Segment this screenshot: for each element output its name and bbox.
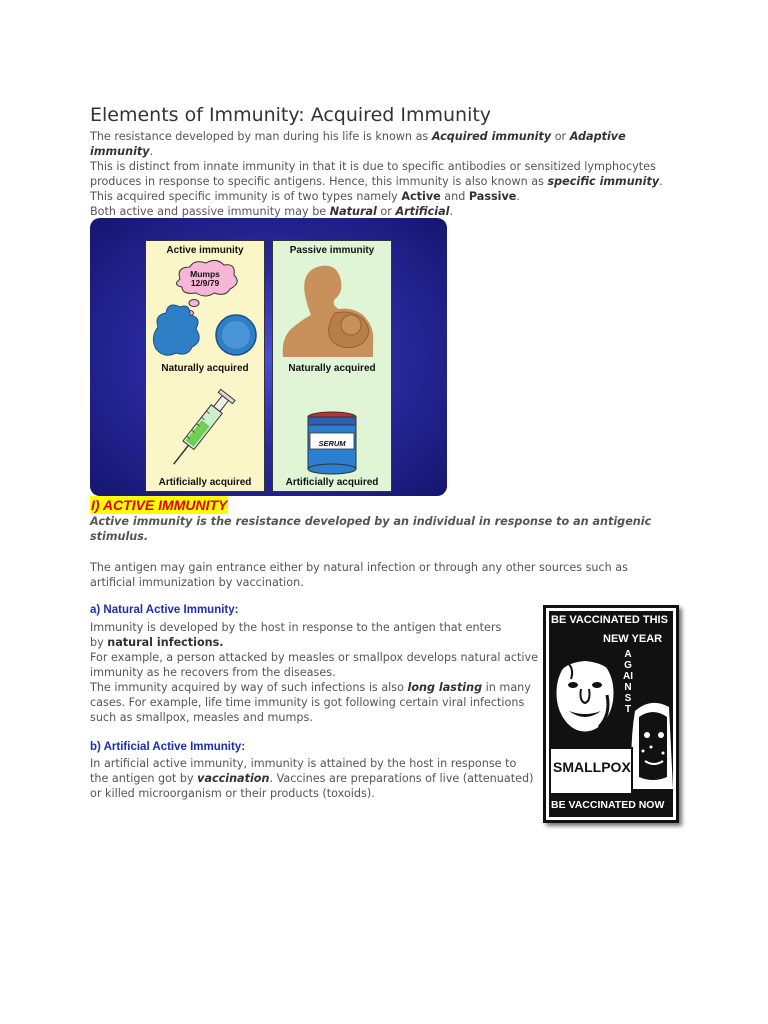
text-run: or <box>376 205 396 218</box>
passive-artificial-label: Artificially acquired <box>285 477 379 488</box>
text-run: Both active and passive immunity may be <box>90 205 330 218</box>
natural-line-5 <box>90 680 531 695</box>
artificial-active-heading: b) Artificial Active Immunity: <box>90 741 246 753</box>
artificial-line-3: or killed microorganism or their products (toxoids). <box>90 787 375 800</box>
text-run: and <box>440 190 469 203</box>
term-adaptive: Adaptive <box>569 130 626 143</box>
active-immunity-heading: I) ACTIVE IMMUNITY <box>91 497 228 513</box>
term-specific-immunity: specific immunity <box>547 175 660 188</box>
intro-line-6 <box>90 204 453 219</box>
text-run: . <box>149 145 154 158</box>
smallpox-label-box <box>549 747 633 795</box>
immune-cells-icon <box>148 297 264 361</box>
face-illustration-right <box>629 697 675 789</box>
natural-line-7: such as smallpox, measles and mumps. <box>90 711 313 724</box>
passive-immunity-title: Passive immunity <box>289 245 375 256</box>
poster-smallpox: SMALLPOX <box>553 759 631 775</box>
passive-immunity-panel <box>272 240 392 492</box>
active-immunity-definition <box>90 514 651 544</box>
passive-natural-label: Naturally acquired <box>288 363 376 374</box>
intro-line-1 <box>90 129 626 144</box>
term-artificial: Artificial <box>395 205 450 218</box>
syringe-icon <box>154 379 254 475</box>
antigen-line-2: artificial immunization by vaccination. <box>90 576 304 589</box>
natural-line-1: Immunity is developed by the host in response to the antigen that enters <box>90 621 502 634</box>
natural-line-4: immunity as he recovers from the diseases. <box>90 666 336 679</box>
poster-background <box>549 611 673 817</box>
term-vaccination: vaccination <box>197 772 270 785</box>
term-natural: Natural <box>329 205 377 218</box>
text-run: The immunity acquired by way of such infections is also <box>90 681 408 694</box>
page-title: Elements of Immunity: Acquired Immunity <box>90 104 492 126</box>
definition-line-2: stimulus. <box>90 530 149 543</box>
poster-vertical-against: AGAINST <box>623 649 633 715</box>
term-active: Active <box>401 190 441 203</box>
bubble-text-date: 12/9/79 <box>190 278 220 288</box>
intro-line-3: This is distinct from innate immunity in that it is due to specific antibodies or sensitized lymphocytes <box>90 160 656 173</box>
term-long-lasting: long lasting <box>407 681 483 694</box>
text-run: This acquired specific immunity is of two types namely <box>90 190 402 203</box>
active-natural-label: Naturally acquired <box>161 363 249 374</box>
text-run: . <box>659 175 663 188</box>
term-passive: Passive <box>468 190 517 203</box>
face-illustration-left <box>551 645 623 745</box>
natural-active-heading: a) Natural Active Immunity: <box>90 604 239 616</box>
bubble-text-mumps: Mumps <box>190 269 220 279</box>
text-run: the antigen got by <box>90 772 198 785</box>
intro-line-5 <box>90 189 520 204</box>
term-acquired-immunity: Acquired immunity <box>431 130 552 143</box>
intro-line-2 <box>90 144 153 159</box>
artificial-line-2 <box>90 771 533 786</box>
text-run: in many <box>482 681 531 694</box>
term-immunity: immunity <box>90 145 150 158</box>
immunity-figure <box>90 218 447 496</box>
natural-line-6: cases. For example, life time immunity is got following certain viral infections <box>90 696 525 709</box>
smallpox-poster <box>543 605 679 823</box>
intro-line-4 <box>90 174 663 189</box>
natural-line-2 <box>90 635 224 650</box>
natural-line-3: For example, a person attacked by measles or smallpox develops natural active <box>90 651 539 664</box>
text-run: produces in response to specific antigens. Hence, this immunity is also known as <box>90 175 548 188</box>
mother-and-baby-icon <box>277 259 387 359</box>
poster-line-2: NEW YEAR <box>603 633 663 645</box>
text-run: The resistance developed by man during his life is known as <box>90 130 432 143</box>
artificial-line-1: In artificial active immunity, immunity is attained by the host in response to <box>90 757 517 770</box>
text-run: . <box>449 205 454 218</box>
active-immunity-panel <box>145 240 265 492</box>
antigen-line-1: The antigen may gain entrance either by natural infection or through any other sources such as <box>90 561 628 574</box>
serum-label: SERUM <box>318 439 346 448</box>
active-artificial-label: Artificially acquired <box>158 477 252 488</box>
text-run: or <box>551 130 570 143</box>
poster-bottom-line: BE VACCINATED NOW <box>551 799 665 811</box>
poster-line-1: BE VACCINATED THIS <box>551 614 668 626</box>
term-natural-infections: natural infections. <box>107 636 224 649</box>
text-run: by <box>90 636 108 649</box>
text-run: . <box>516 190 520 203</box>
active-immunity-title: Active immunity <box>166 245 244 256</box>
text-run: . Vaccines are preparations of live (attenuated) <box>269 772 534 785</box>
definition-line-1: Active immunity is the resistance developed by an individual in response to an antigenic <box>90 515 652 528</box>
